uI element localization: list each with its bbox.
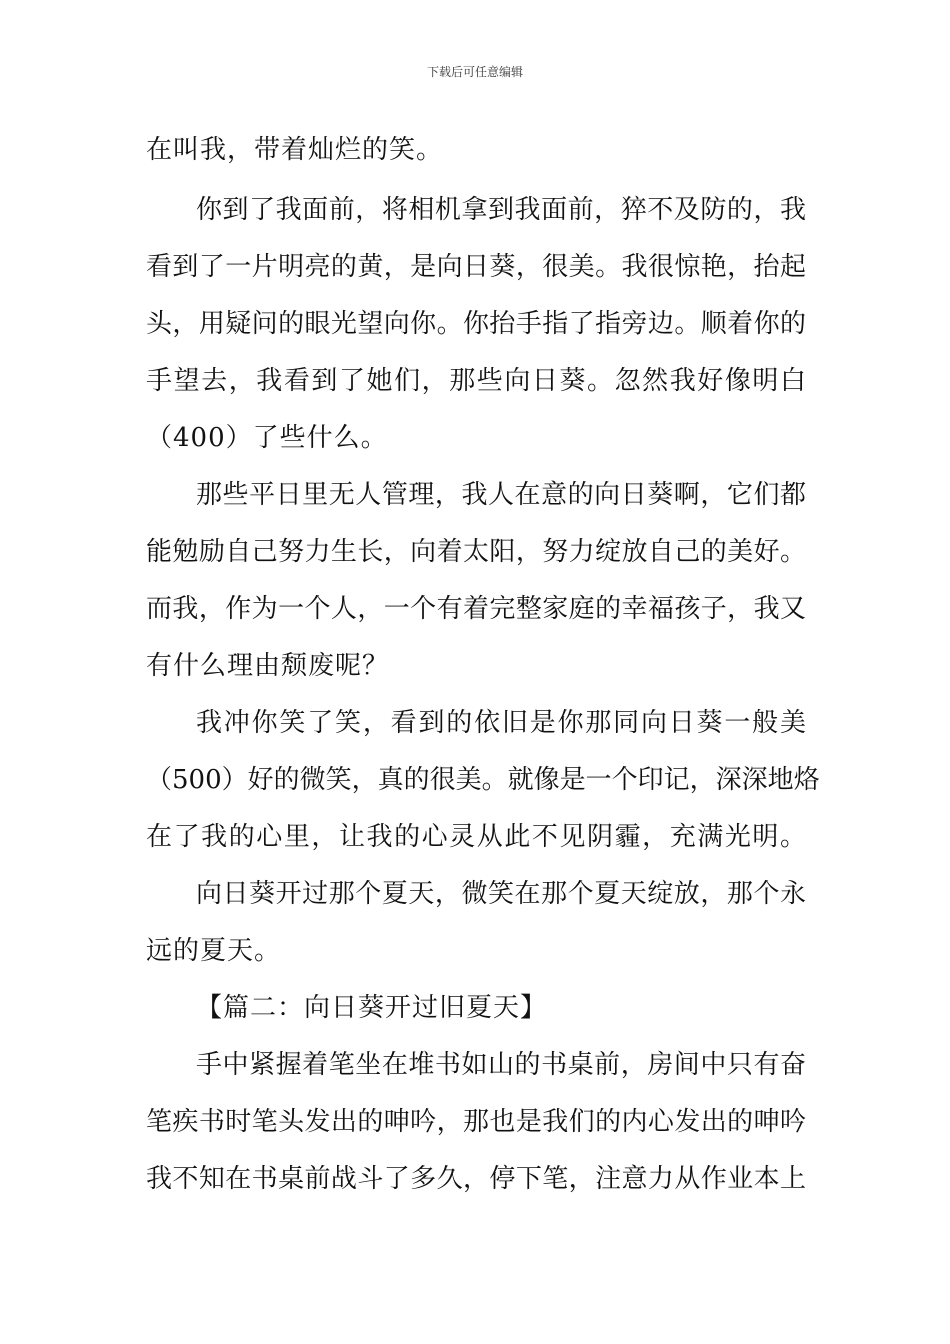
paragraph-first-line: 手中紧握着笔坐在堆书如山的书桌前，房间中只有奋 <box>196 1050 806 1080</box>
paragraph-first-line: 向日葵开过那个夏天，微笑在那个夏天绽放，那个永 <box>196 879 806 909</box>
text-line: 笔疾书时笔头发出的呻吟，那也是我们的内心发出的呻吟 <box>146 1107 806 1137</box>
text-line: 头，用疑问的眼光望向你。你抬手指了指旁边。顺着你的 <box>146 309 806 339</box>
text-line: 而我，作为一个人，一个有着完整家庭的幸福孩子，我又 <box>146 594 806 624</box>
paragraph-first-line: 那些平日里无人管理，我人在意的向日葵啊，它们都 <box>196 480 806 510</box>
text-line: 有什么理由颓废呢？ <box>146 651 390 681</box>
page-header: 下载后可任意编辑 <box>426 65 523 79</box>
paragraph-first-line: 我冲你笑了笑，看到的依旧是你那同向日葵一般美 <box>196 708 806 738</box>
paragraph-first-line: 你到了我面前，将相机拿到我面前，猝不及防的，我 <box>196 195 806 225</box>
text-line: 远的夏天。 <box>146 936 282 966</box>
text-line: 在叫我，带着灿烂的笑。 <box>146 135 444 165</box>
text-line: 手望去，我看到了她们，那些向日葵。忽然我好像明白 <box>146 366 806 396</box>
text-line: （500）好的微笑，真的很美。就像是一个印记，深深地烙 <box>146 765 820 795</box>
text-line: 看到了一片明亮的黄，是向日葵，很美。我很惊艳，抬起 <box>146 252 806 282</box>
text-line: 能勉励自己努力生长，向着太阳，努力绽放自己的美好。 <box>146 537 806 567</box>
text-line: 在了我的心里，让我的心灵从此不见阴霾，充满光明。 <box>146 822 806 852</box>
text-line: （400）了些什么。 <box>146 423 388 453</box>
text-line: 我不知在书桌前战斗了多久，停下笔，注意力从作业本上 <box>146 1164 806 1194</box>
section-heading: 【篇二：向日葵开过旧夏天】 <box>196 993 548 1023</box>
